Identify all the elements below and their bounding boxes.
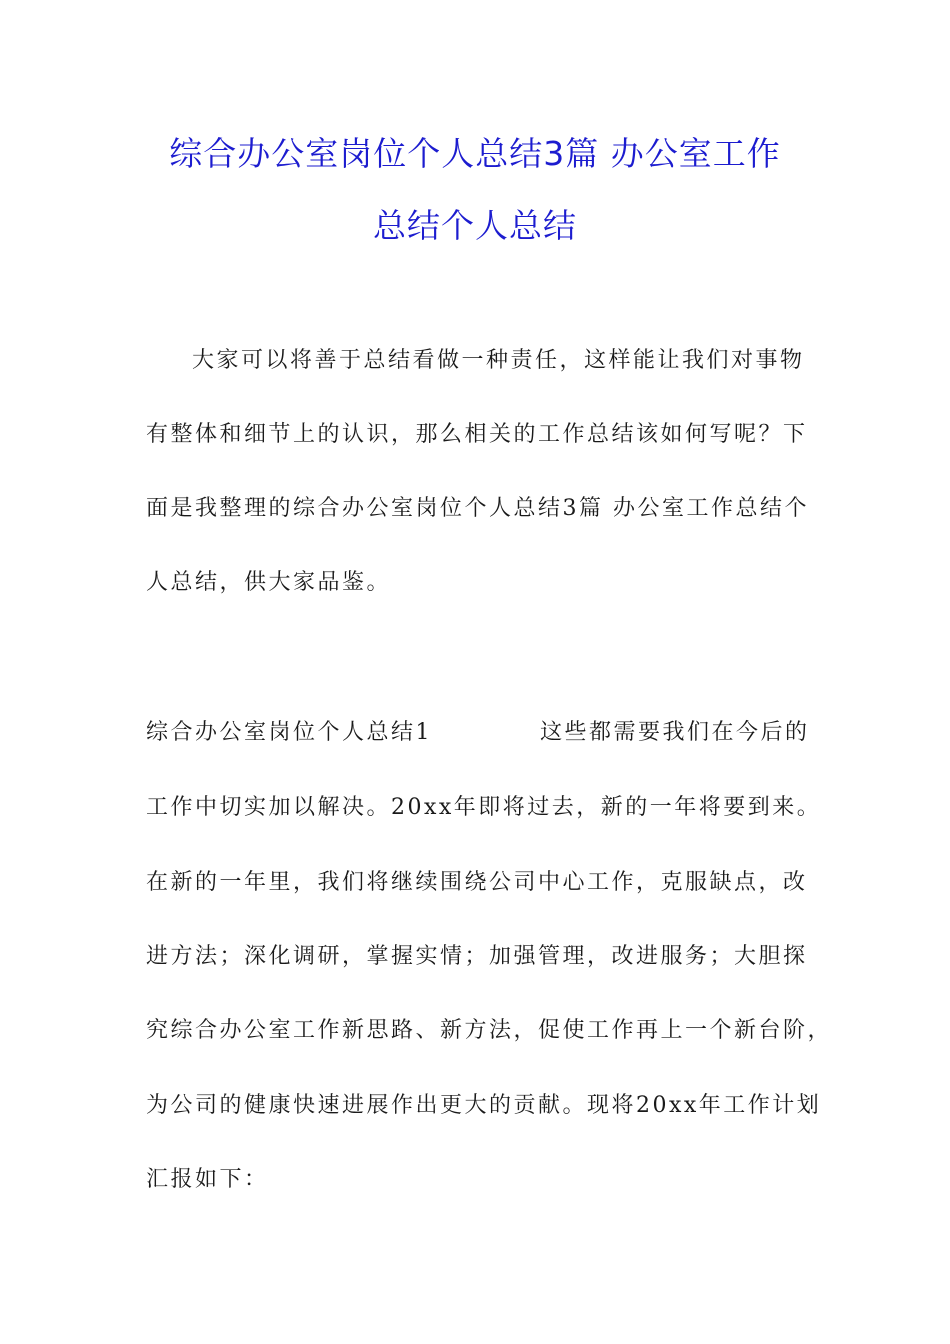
section-line-1-tail: 这些都需要我们在今后的 <box>540 720 810 745</box>
section-line-3: 在新的一年里，我们将继续围绕公司中心工作，克服缺点，改 <box>146 870 808 895</box>
section-line-2: 工作中切实加以解决。20xx年即将过去，新的一年将要到来。 <box>146 795 822 820</box>
document-title-line-2: 总结个人总结 <box>373 206 577 245</box>
intro-line-1: 大家可以将善于总结看做一种责任，这样能让我们对事物 <box>192 348 805 373</box>
section-line-4: 进方法；深化调研，掌握实情；加强管理，改进服务；大胆探 <box>146 944 808 969</box>
intro-line-2: 有整体和细节上的认识，那么相关的工作总结该如何写呢？下 <box>146 422 808 447</box>
intro-line-3: 面是我整理的综合办公室岗位个人总结3篇 办公室工作总结个 <box>146 496 809 521</box>
intro-line-4: 人总结，供大家品鉴。 <box>146 570 392 595</box>
document-title-line-1: 综合办公室岗位个人总结3篇 办公室工作 <box>169 134 781 173</box>
section-line-5: 究综合办公室工作新思路、新方法，促使工作再上一个新台阶， <box>146 1018 833 1043</box>
section-line-6: 为公司的健康快速进展作出更大的贡献。现将20xx年工作计划 <box>146 1093 822 1118</box>
section-heading: 综合办公室岗位个人总结1 <box>146 720 432 745</box>
section-line-7: 汇报如下： <box>146 1167 269 1192</box>
